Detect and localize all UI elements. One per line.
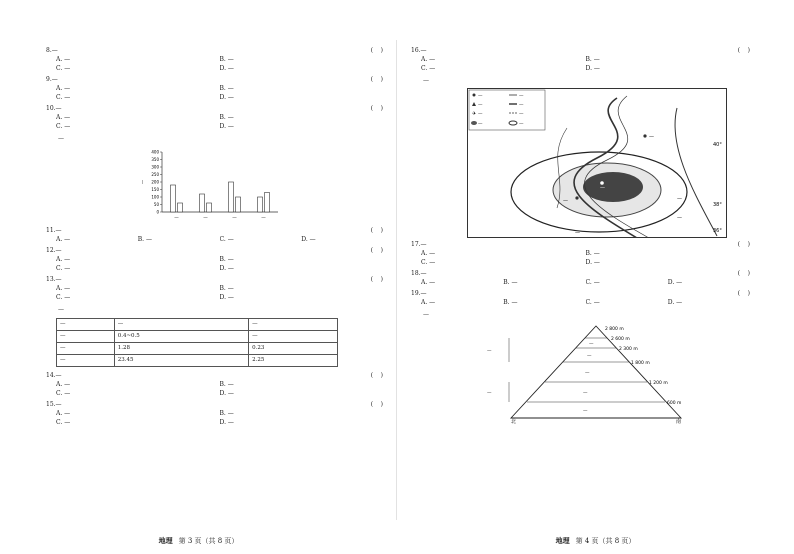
- comparison-table: [56, 318, 338, 367]
- option-b: B. —: [585, 250, 600, 257]
- question-13: 13.— ( ) A. — B. — C. — D. —: [46, 276, 383, 301]
- option-c: C. —: [56, 294, 71, 301]
- vegetation-band-label: —: [587, 354, 592, 359]
- latitude-label: 36°: [713, 228, 722, 234]
- option-b: B. —: [219, 85, 234, 92]
- y-tick-label: 400: [151, 149, 159, 155]
- option-a: A. —: [421, 250, 436, 257]
- option-b: B. —: [503, 279, 518, 286]
- option-c: C. —: [585, 299, 600, 306]
- question-12: 12.— ( ) A. — B. — C. — D. —: [46, 247, 383, 272]
- option-d: D. —: [585, 259, 600, 266]
- question-8: 8.— ( ) A. — B. — C. — D. —: [46, 47, 383, 72]
- elevation-label: 2 300 m: [619, 347, 638, 352]
- vegetation-band-label: —: [589, 342, 594, 347]
- bar: [200, 194, 205, 212]
- mountain-outline: [511, 326, 681, 418]
- footer-subject: 地理: [555, 535, 570, 545]
- option-d: D. —: [301, 236, 316, 243]
- y-tick-label: 250: [151, 172, 159, 177]
- place-label: —: [563, 198, 568, 204]
- y-tick-label: 50: [153, 202, 159, 207]
- place-label: —: [677, 215, 682, 221]
- legend-label: —: [478, 122, 483, 127]
- table-row: [57, 355, 338, 367]
- page-footer: [397, 536, 794, 547]
- question-9: 9.— ( ) A. — B. — C. — D. —: [46, 76, 383, 101]
- table-cell: 23.45: [114, 355, 248, 367]
- passage-4: —: [423, 311, 429, 318]
- option-b: B. —: [219, 56, 234, 63]
- option-a: A. —: [56, 56, 71, 63]
- option-c: C. —: [56, 65, 71, 72]
- option-d: D. —: [219, 94, 234, 101]
- legend-label: —: [478, 94, 483, 99]
- option-a: A. —: [56, 114, 71, 121]
- airport-icon: ✈: [472, 111, 477, 117]
- option-b: B. —: [137, 236, 152, 243]
- passage-2: —: [58, 306, 64, 313]
- option-c: C. —: [56, 94, 71, 101]
- table-cell: —: [249, 331, 338, 343]
- footer-page-number: 第 3 页（共 8 页）: [178, 536, 239, 545]
- x-tick-label: —: [261, 216, 266, 221]
- option-c: C. —: [56, 390, 71, 397]
- elevation-label: 1 800 m: [631, 361, 650, 366]
- option-c: C. —: [56, 419, 71, 426]
- question-18: 18.— ( ) A. — B. — C. — D. —: [411, 270, 750, 286]
- bar: [265, 193, 270, 213]
- bar: [207, 203, 212, 212]
- option-d: D. —: [219, 123, 234, 130]
- table-header-cell: —: [57, 319, 115, 331]
- table-row: [57, 343, 338, 355]
- option-b: B. —: [219, 410, 234, 417]
- option-a: A. —: [56, 85, 71, 92]
- question-11: 11.— ( ) A. — B. — C. — D. —: [46, 227, 383, 243]
- option-c: C. —: [421, 259, 436, 266]
- place-label: —: [677, 196, 682, 202]
- option-c: C. —: [219, 236, 234, 243]
- map-legend: [469, 90, 545, 130]
- bar-chart: [136, 146, 286, 224]
- y-tick-label: 350: [151, 157, 159, 162]
- option-d: D. —: [219, 294, 234, 301]
- passage-1: —: [58, 135, 64, 142]
- option-a: A. —: [56, 410, 71, 417]
- option-a: A. —: [56, 236, 71, 243]
- page-footer: [0, 536, 397, 547]
- option-d: D. —: [667, 299, 683, 306]
- table-cell: 0.4~0.5: [114, 331, 248, 343]
- y-axis-label: —: [141, 179, 146, 185]
- footer-subject: 地理: [158, 535, 173, 545]
- option-a: A. —: [421, 56, 436, 63]
- table-cell: 1.28: [114, 343, 248, 355]
- y-tick-label: 150: [151, 187, 159, 192]
- side-label: —: [487, 349, 492, 354]
- legend-label: —: [519, 94, 524, 99]
- footer-page-number: 第 4 页（共 8 页）: [575, 536, 636, 545]
- y-tick-label: 0: [156, 209, 159, 215]
- y-tick-label: 300: [151, 164, 159, 170]
- table-cell: 0.23: [249, 343, 338, 355]
- question-14: 14.— ( ) A. — B. — C. — D. —: [46, 372, 383, 397]
- core-zone-label: —: [600, 185, 605, 191]
- y-tick-label: 200: [151, 179, 159, 185]
- place-label: —: [575, 230, 580, 236]
- option-b: B. —: [585, 56, 600, 63]
- latitude-label: 40°: [713, 142, 722, 148]
- passage-3: —: [423, 77, 429, 84]
- option-d: D. —: [667, 279, 683, 286]
- city-icon: [473, 94, 476, 97]
- option-c: C. —: [56, 123, 71, 130]
- direction-label-north: 北: [511, 419, 517, 424]
- vegetation-band-label: —: [585, 371, 590, 376]
- option-d: D. —: [585, 65, 600, 72]
- option-d: D. —: [219, 390, 234, 397]
- core-zone: [583, 172, 643, 202]
- x-tick-label: —: [174, 216, 179, 221]
- table-row: [57, 331, 338, 343]
- bar: [229, 182, 234, 212]
- page-4: [397, 0, 794, 554]
- legend-label: —: [519, 103, 524, 108]
- option-c: C. —: [585, 279, 600, 286]
- option-c: C. —: [421, 65, 436, 72]
- table-cell: —: [57, 355, 115, 367]
- option-a: A. —: [56, 381, 71, 388]
- legend-label: —: [478, 112, 483, 117]
- option-a: A. —: [56, 256, 71, 263]
- question-17: 17.— ( ) A. — B. — C. — D. —: [411, 241, 750, 266]
- table-cell: —: [57, 343, 115, 355]
- table-cell: —: [57, 331, 115, 343]
- x-tick-label: —: [203, 216, 208, 221]
- latitude-label: 38°: [713, 202, 722, 208]
- bar: [178, 203, 183, 212]
- option-b: B. —: [219, 285, 234, 292]
- option-a: A. —: [421, 299, 436, 306]
- mountain-zonation-diagram: [481, 322, 711, 424]
- option-c: C. —: [56, 265, 71, 272]
- place-label: —: [649, 134, 654, 140]
- option-d: D. —: [219, 65, 234, 72]
- question-10: 10.— ( ) A. — B. — C. — D. —: [46, 105, 383, 130]
- elevation-label: 2 600 m: [611, 337, 630, 342]
- bar: [236, 197, 241, 212]
- core-zone-icon: [471, 121, 477, 125]
- legend-label: —: [519, 112, 524, 117]
- elevation-label: 600 m: [667, 401, 682, 406]
- observatory-marker: [600, 181, 604, 185]
- vegetation-band-label: —: [583, 409, 588, 414]
- option-b: B. —: [219, 114, 234, 121]
- elevation-label: 2 800 m: [605, 327, 624, 332]
- town-marker: [643, 134, 646, 137]
- option-b: B. —: [219, 256, 234, 263]
- x-tick-label: —: [232, 216, 237, 221]
- legend-label: —: [478, 103, 483, 108]
- question-19: 19.— ( ) A. — B. — C. — D. —: [411, 290, 750, 306]
- question-15: 15.— ( ) A. — B. — C. — D. —: [46, 401, 383, 426]
- town-marker: [575, 196, 578, 199]
- option-d: D. —: [219, 419, 234, 426]
- option-a: A. —: [421, 279, 436, 286]
- bar: [171, 185, 176, 212]
- direction-label-south: 南: [676, 419, 682, 424]
- bar: [258, 197, 263, 212]
- option-a: A. —: [56, 285, 71, 292]
- legend-label: —: [519, 122, 524, 127]
- option-b: B. —: [219, 381, 234, 388]
- y-tick-label: 100: [151, 194, 159, 200]
- observatory-map: [467, 88, 727, 238]
- table-header-cell: —: [249, 319, 338, 331]
- question-16: 16.— ( ) A. — B. — C. — D. —: [411, 47, 750, 72]
- elevation-label: 1 200 m: [649, 381, 668, 386]
- table-cell: 2.25: [249, 355, 338, 367]
- side-label: —: [487, 391, 492, 396]
- table-header-cell: —: [114, 319, 248, 331]
- option-d: D. —: [219, 265, 234, 272]
- vegetation-band-label: —: [583, 391, 588, 396]
- option-b: B. —: [503, 299, 518, 306]
- table-header-row: [57, 319, 338, 331]
